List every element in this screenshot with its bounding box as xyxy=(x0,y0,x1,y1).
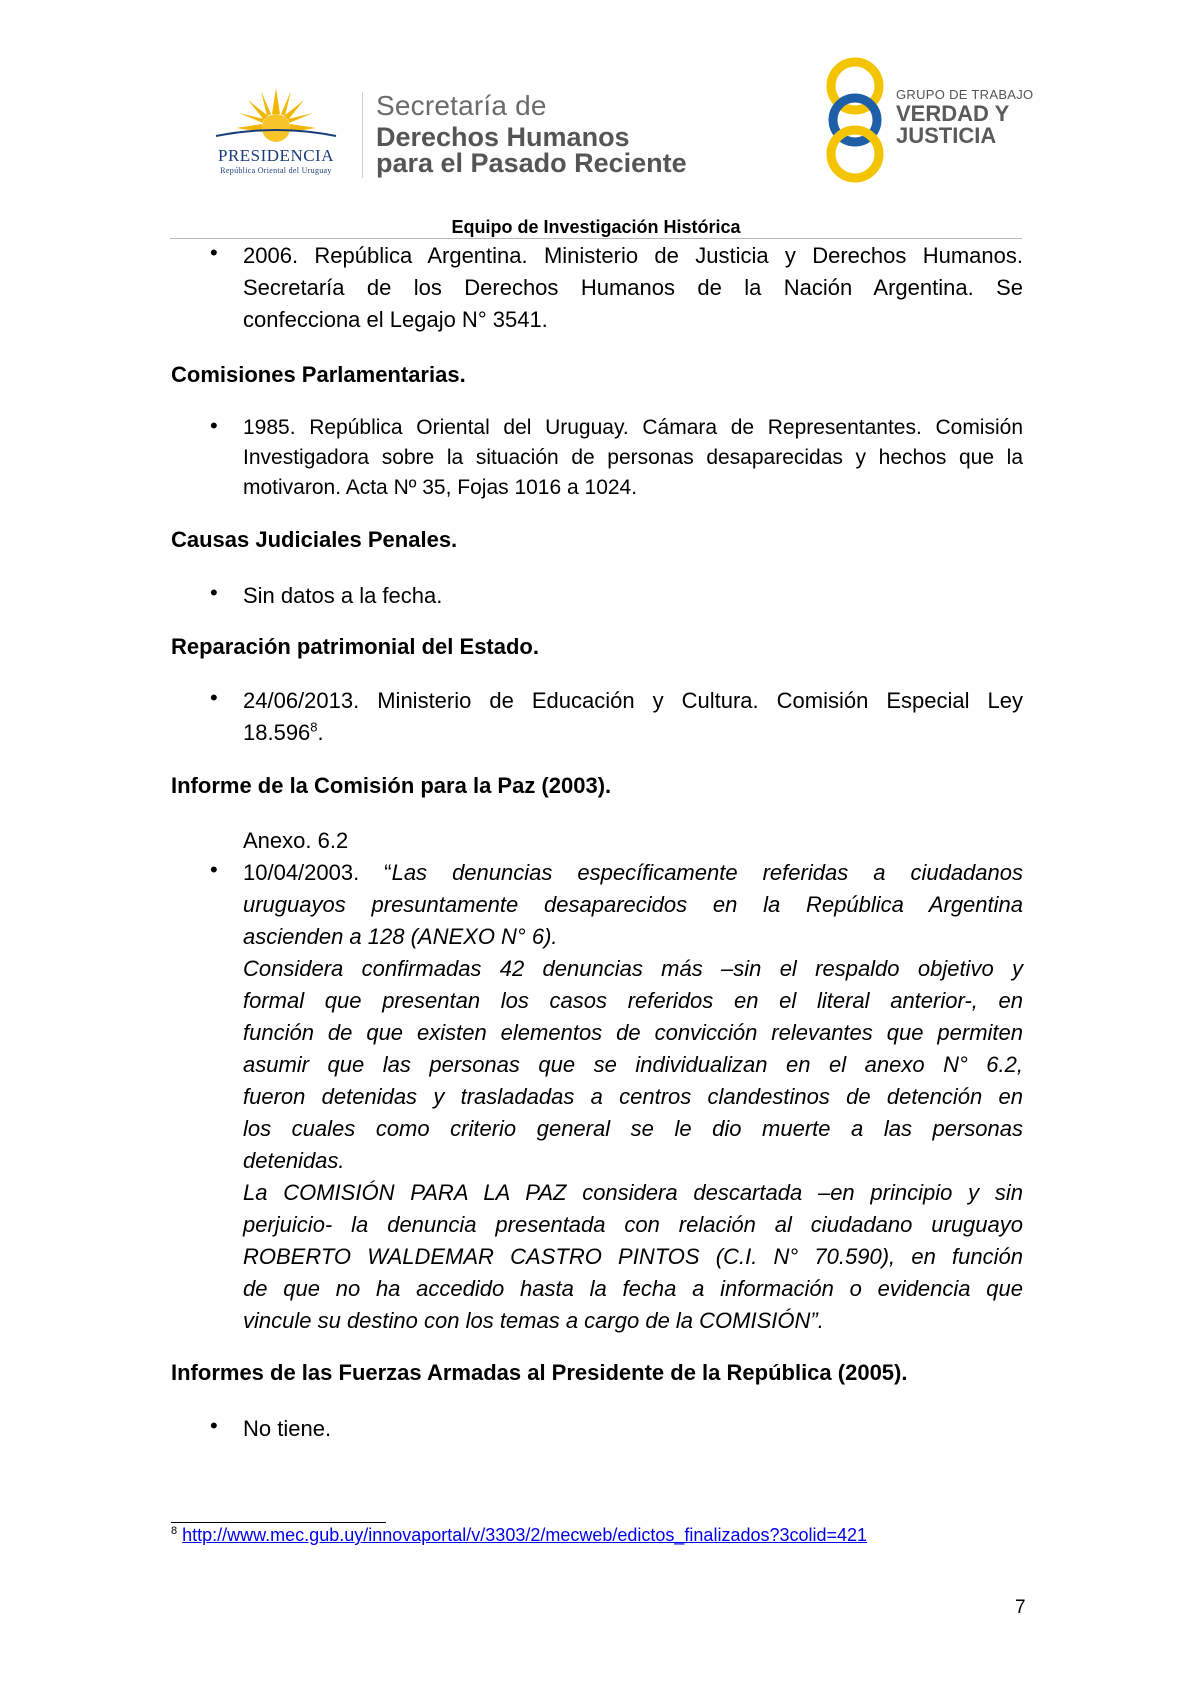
quote-line: detenidas. xyxy=(243,1148,345,1173)
item-line: 24/06/2013. Ministerio de Educación y Cultura. Comisión Especial Ley xyxy=(243,688,1023,713)
item-line: Secretaría de los Derechos Humanos de la Nación Argentina. Se xyxy=(243,275,1023,300)
quote-line: formal que presentan los casos referidos en el literal anterior-, en xyxy=(243,988,1023,1013)
quote-line: asumir que las personas que se individualizan en el anexo N° 6.2, xyxy=(243,1052,1023,1077)
bullet-icon: • xyxy=(210,857,218,882)
bullet-icon: • xyxy=(210,580,218,605)
quote-line: ascienden a 128 (ANEXO N° 6). xyxy=(243,924,558,949)
list-item-2006 xyxy=(243,240,1023,336)
item-line: Investigadora sobre la situación de personas desaparecidas y hechos que la xyxy=(243,446,1023,469)
quote-line: perjuicio- la denuncia presentada con relación al ciudadano uruguayo xyxy=(243,1212,1023,1237)
quote-line: Considera confirmadas 42 denuncias más –sin el respaldo objetivo y xyxy=(243,956,1023,981)
item-line: motivaron. Acta Nº 35, Fojas 1016 a 1024. xyxy=(243,476,638,499)
bullet-icon: • xyxy=(210,1413,218,1438)
quote-line: uruguayos presuntamente desaparecidos en la República Argentina xyxy=(243,892,1023,917)
header-rule xyxy=(170,238,1022,239)
quote-line: vincule su destino con los temas a cargo de la COMISIÓN”. xyxy=(243,1308,824,1333)
heading-informe: Informe de la Comisión para la Paz (2003). xyxy=(171,773,612,798)
quote-line: función de que existen elementos de convicción relevantes que permiten xyxy=(243,1020,1023,1045)
heading-comisiones: Comisiones Parlamentarias. xyxy=(171,362,466,387)
team-title: Equipo de Investigación Histórica xyxy=(451,217,741,237)
quote-date: 10/04/2003. xyxy=(243,860,385,885)
bullet-icon: • xyxy=(210,240,218,265)
quote-line: de que no ha accedido hasta la fecha a información o evidencia que xyxy=(243,1276,1023,1301)
footnote xyxy=(171,1525,867,1546)
law-number: 18.596 xyxy=(243,720,311,745)
page-number: 7 xyxy=(1015,1597,1026,1618)
item-line xyxy=(243,717,1023,749)
quote-line: ROBERTO WALDEMAR CASTRO PINTOS (C.I. N° 70.590), en función xyxy=(243,1244,1023,1269)
bullet-icon: • xyxy=(210,685,218,710)
secretaria-title-line3: para el Pasado Reciente xyxy=(376,148,687,178)
presidencia-label: PRESIDENCIA xyxy=(217,146,334,165)
quote-line: los cuales como criterio general se le dio muerte a las personas xyxy=(243,1116,1023,1141)
presidencia-subtitle: República Oriental del Uruguay xyxy=(220,166,332,175)
quote-mark: “ xyxy=(384,860,392,885)
punctuation: . xyxy=(317,720,324,745)
list-item-sin-datos: Sin datos a la fecha. xyxy=(243,583,443,608)
item-line: 1985. República Oriental del Uruguay. Cámara de Representantes. Comisión xyxy=(243,416,1023,439)
heading-reparacion: Reparación patrimonial del Estado. xyxy=(171,634,539,659)
bullet-icon: • xyxy=(210,413,218,438)
footnote-ref[interactable]: 8 xyxy=(310,719,318,735)
secretaria-title-line1: Secretaría de xyxy=(376,90,547,121)
list-item-1985 xyxy=(243,413,1023,503)
footnote-link[interactable]: http://www.mec.gub.uy/innovaportal/v/3303/2/mecweb/edictos_finalizados?3colid=421 xyxy=(182,1525,868,1545)
footnote-rule xyxy=(171,1522,386,1523)
quote-line: La COMISIÓN PARA LA PAZ considera descartada –en principio y sin xyxy=(243,1180,1023,1205)
justicia-label: JUSTICIA xyxy=(896,123,997,148)
quote-text: Las denuncias específicamente referidas a ciudadanos xyxy=(391,860,1023,885)
list-item-no-tiene: No tiene. xyxy=(243,1416,332,1441)
heading-causas: Causas Judiciales Penales. xyxy=(171,527,458,552)
item-line: 2006. República Argentina. Ministerio de Justicia y Derechos Humanos. xyxy=(243,243,1023,268)
quote-line xyxy=(243,857,1023,889)
list-item-2003-quote xyxy=(243,857,1023,1337)
footnote-number: 8 xyxy=(171,1525,178,1537)
header-divider xyxy=(362,92,363,178)
item-line: confecciona el Legajo N° 3541. xyxy=(243,307,548,332)
verdad-label: VERDAD Y xyxy=(896,101,1010,126)
heading-ffaa: Informes de las Fuerzas Armadas al Presidente de la República (2005). xyxy=(171,1360,908,1385)
list-item-2013 xyxy=(243,685,1023,749)
quote-line: fueron detenidas y trasladadas a centros clandestinos de detención en xyxy=(243,1084,1023,1109)
anexo-label: Anexo. 6.2 xyxy=(243,828,349,853)
verdad-justicia-logo-icon xyxy=(818,56,892,184)
secretaria-title-line2: Derechos Humanos xyxy=(376,122,630,152)
grupo-trabajo-label: GRUPO DE TRABAJO xyxy=(896,87,1034,102)
